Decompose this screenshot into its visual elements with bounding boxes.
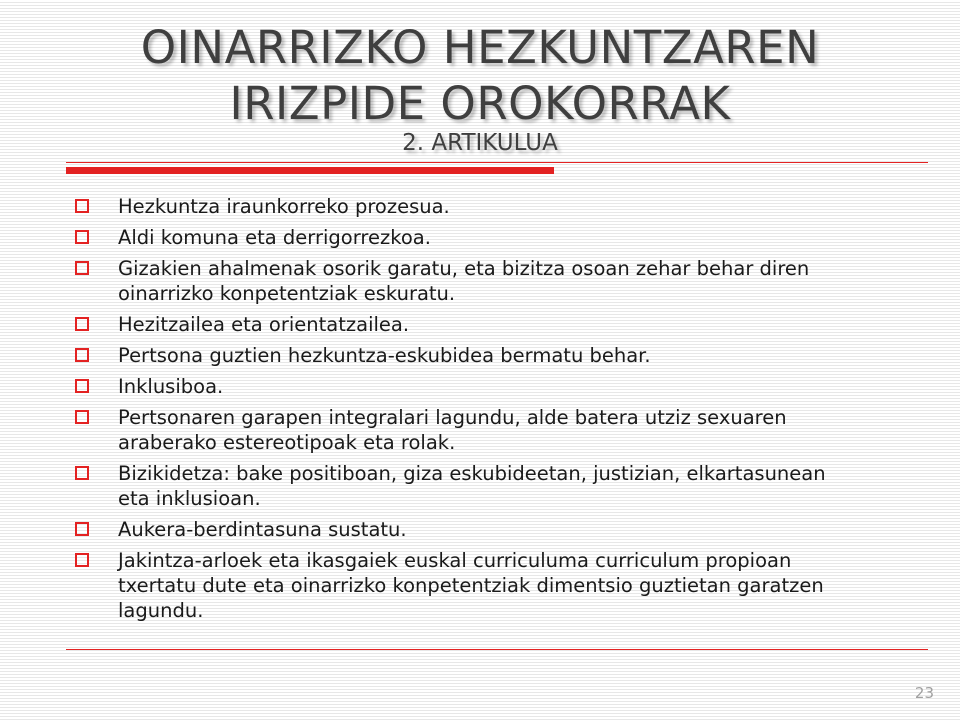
slide-title-main: OINARRIZKO HEZKUNTZAREN IRIZPIDE OROKORRAK <box>140 21 820 130</box>
bullet-text: Pertsonaren garapen integralari lagundu, alde batera utziz sexuaren araberako estereotipoak eta rolak. <box>118 406 787 454</box>
bullet-item <box>72 548 852 623</box>
bullet-text: Jakintza-arloek eta ikasgaiek euskal curriculuma curriculum propioan txertatu dute eta oinarrizko konpetentziak dimentsio guztietan garatzen lagundu. <box>118 549 824 622</box>
bullet-item <box>72 461 852 511</box>
bullet-item <box>72 312 852 337</box>
bullet-item <box>72 517 852 542</box>
slide-title-subtitle: 2. ARTIKULUA <box>402 130 558 156</box>
bullet-text: Hezitzailea eta orientatzailea. <box>118 313 410 336</box>
hollow-square-bullet-icon <box>75 410 89 424</box>
hollow-square-bullet-icon <box>75 261 89 275</box>
footer-divider-line <box>66 649 928 650</box>
bullet-text: Pertsona guztien hezkuntza-eskubidea bermatu behar. <box>118 344 651 367</box>
hollow-square-bullet-icon <box>75 348 89 362</box>
bullet-text: Aldi komuna eta derrigorrezkoa. <box>118 226 431 249</box>
bullet-item <box>72 194 852 219</box>
bullet-item <box>72 405 852 455</box>
hollow-square-bullet-icon <box>75 199 89 213</box>
bullet-text: Bizikidetza: bake positiboan, giza eskubideetan, justizian, elkartasunean eta inklusioan. <box>118 462 826 510</box>
title-accent-bar <box>66 167 554 174</box>
hollow-square-bullet-icon <box>75 466 89 480</box>
hollow-square-bullet-icon <box>75 553 89 567</box>
bullet-item <box>72 343 852 368</box>
bullet-text: Aukera-berdintasuna sustatu. <box>118 518 407 541</box>
bullet-item <box>72 256 852 306</box>
bullet-item <box>72 374 852 399</box>
bullet-item <box>72 225 852 250</box>
bullet-text: Inklusiboa. <box>118 375 224 398</box>
title-divider-line <box>66 162 928 163</box>
bullet-text: Gizakien ahalmenak osorik garatu, eta bizitza osoan zehar behar diren oinarrizko konpetentziak eskuratu. <box>118 257 810 305</box>
page-number: 23 <box>914 684 934 702</box>
hollow-square-bullet-icon <box>75 379 89 393</box>
bullet-list <box>72 194 852 629</box>
hollow-square-bullet-icon <box>75 230 89 244</box>
slide-title <box>40 20 920 156</box>
bullet-text: Hezkuntza iraunkorreko prozesua. <box>118 195 450 218</box>
hollow-square-bullet-icon <box>75 522 89 536</box>
hollow-square-bullet-icon <box>75 317 89 331</box>
